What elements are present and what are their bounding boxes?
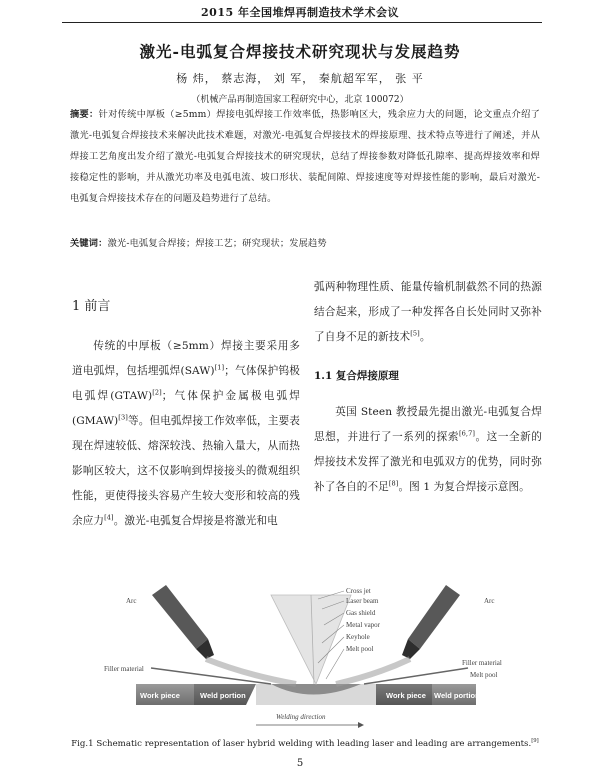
abstract: [70, 104, 540, 209]
figure-caption: [70, 739, 540, 749]
principle-text: 。这一全新的焊接技术发挥了激光和电弧双方的优势，同时弥补了各自的不足: [314, 431, 542, 493]
intro-text: ；气体保护金属极电弧焊(GMAW): [72, 390, 300, 427]
label-work-piece-right: Work piece: [386, 691, 426, 700]
figure-caption-text: Fig.1 Schematic representation of laser hybrid welding with leading laser and leading are arrangements.: [71, 739, 532, 749]
paper-title: 激光-电弧复合焊接技术研究现状与发展趋势: [139, 42, 461, 61]
running-header: 2015 年全国堆焊再制造技术学术会议: [201, 6, 399, 19]
label-arc-left: Arc: [126, 597, 137, 605]
header-rule: [62, 22, 542, 23]
page-number: 5: [296, 758, 304, 769]
label-gas-shield: Gas shield: [346, 609, 376, 617]
keywords-label: 关键词：: [70, 238, 108, 249]
label-weld-portion-right: Weld portion: [434, 691, 480, 700]
label-metal-vapor: Metal vapor: [346, 621, 381, 629]
affiliation: （机械产品再制造国家工程研究中心，北京 100072）: [191, 95, 409, 105]
citation: [4]: [104, 513, 114, 522]
intro-text: 弧两种物理性质、能量传输机制截然不同的热源结合起来，形成了一种发挥各自长处同时又弥补了自身不足的新技术: [314, 281, 542, 343]
intro-text: ；气体保护钨极电弧焊(GTAW): [72, 365, 300, 402]
label-filler-left: Filler material: [104, 665, 144, 673]
label-cross-jet: Cross jet: [346, 587, 371, 595]
principle-text: 。图 1 为复合焊接示意图。: [398, 481, 530, 493]
label-filler-right: Filler material: [462, 659, 502, 667]
citation: [3]: [118, 413, 128, 422]
citation: [5]: [410, 329, 420, 338]
keywords-text: 激光-电弧复合焊接；焊接工艺；研究现状；发展趋势: [107, 238, 327, 249]
label-melt-pool-right: Melt pool: [470, 671, 498, 679]
intro-text: 。: [419, 331, 431, 343]
hybrid-welding-figure: [96, 585, 516, 735]
authors: 杨 炜， 蔡志海， 刘 军， 秦航超军军， 张 平: [176, 72, 424, 85]
label-welding-direction: Welding direction: [276, 713, 326, 721]
citation: [1]: [214, 363, 225, 372]
keywords: [70, 233, 540, 254]
label-arc-right: Arc: [484, 597, 495, 605]
label-work-piece-left: Work piece: [140, 691, 180, 700]
citation: [2]: [152, 388, 162, 397]
citation: [6,7]: [459, 429, 476, 438]
intro-text: 传统的中厚板（≥5mm）焊接主要采用多道电弧焊，包括埋弧焊(SAW): [72, 340, 300, 377]
label-laser-beam: Laser beam: [346, 597, 379, 605]
section-heading-intro: 1 前言: [72, 299, 111, 314]
intro-text: 等。但电弧焊接工作效率低，主要表现在焊速较低、熔深较浅、热输入量大，从而热影响区较大，这不仅影响到焊接接头的微观组织性能，更使得接头容易产生较大变形和较高的残余应力: [72, 415, 300, 527]
abstract-label: 摘要：: [70, 109, 99, 120]
subsection-heading-principle: 1.1 复合焊接原理: [314, 370, 399, 382]
intro-text: 。激光-电弧复合焊接是将激光和电: [113, 515, 278, 527]
intro-paragraph-left: [72, 334, 300, 534]
label-keyhole: Keyhole: [346, 633, 370, 641]
principle-paragraph: [314, 400, 542, 500]
label-melt-pool: Melt pool: [346, 645, 374, 653]
intro-paragraph-right: [314, 275, 542, 350]
abstract-text: 针对传统中厚板（≥5mm）焊接电弧焊接工作效率低，热影响区大，残余应力大的问题，论文重点介绍了激光-电弧复合焊接技术来解决此技术难题，对激光-电弧复合焊接技术的焊接原理、技术特点等进行了阐述，并从焊接工艺角度出发介绍了激光-电弧复合焊接技术的研究现状，总结了焊接参数对降低孔隙率、提高焊接效率和焊接稳定性的影响，并从激光功率及电弧电流、坡口形状、装配间隙、焊接速度等对焊接性能的影响，最后对激光-电弧复合焊接技术存在的问题及趋势进行了总结。: [70, 109, 540, 204]
citation: [9]: [531, 738, 539, 745]
label-weld-portion-left: Weld portion: [200, 691, 246, 700]
citation: [8]: [388, 479, 399, 488]
principle-text: 英国 Steen 教授最先提出激光-电弧复合焊思想，并进行了一系列的探索: [314, 406, 542, 443]
